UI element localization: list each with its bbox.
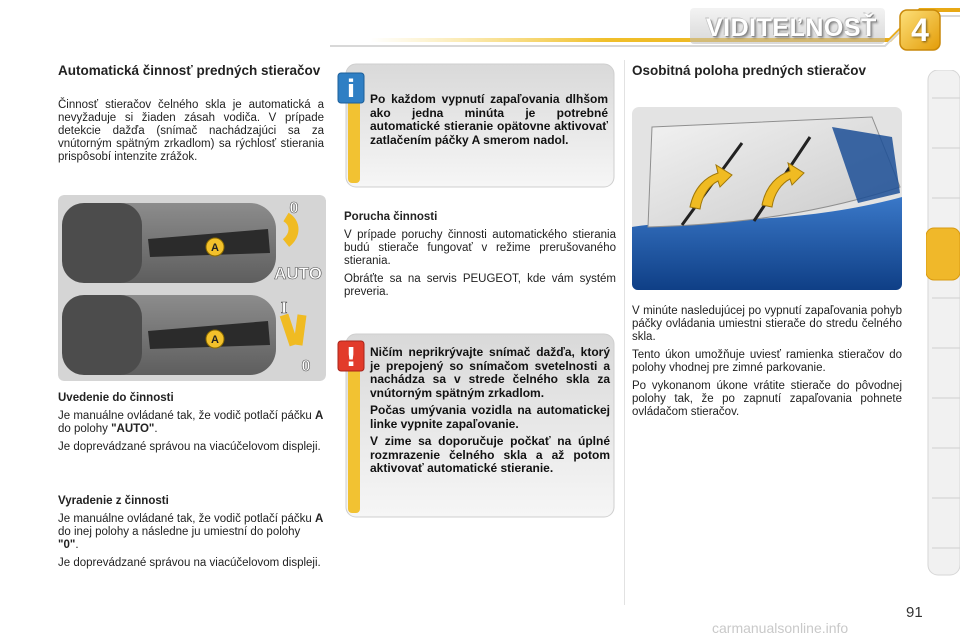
activation-paragraph-2: Je doprevádzané správou na viacúčelovom displeji. <box>58 441 321 453</box>
special-position-paragraph-2: Tento úkon umožňuje uviesť ramienka stieračov do polohy vhodnej pre zimné parkovanie. <box>632 349 902 374</box>
lever-position-zero-top: 0 <box>289 200 299 217</box>
lever-position-one: I <box>280 298 288 317</box>
special-position-paragraph-1: V minúte nasledujúcej po vypnutí zapaľovania pohyb páčky ovládania umiestni stierače do stredu čelného skla. <box>632 305 902 343</box>
warning-icon <box>337 340 365 372</box>
column-divider <box>624 60 625 605</box>
chapter-number: 4 <box>911 12 929 48</box>
svg-text:i: i <box>346 75 356 103</box>
deactivation-paragraph-2: Je doprevádzané správou na viacúčelovom displeji. <box>58 557 321 569</box>
fault-paragraph-2: Obráťte sa na servis PEUGEOT, kde vám systém preveria. <box>344 273 616 298</box>
special-position-paragraph-3: Po vykonanom úkone vrátite stierače do pôvodnej polohy tak, že po zapnutí zapaľovania pohnete ovládačom stieračov. <box>632 380 902 418</box>
section-heading-special-position: Osobitná poloha predných stieračov <box>632 63 867 78</box>
section-heading-auto-wipers: Automatická činnosť predných stieračov <box>58 63 321 78</box>
chapter-tabs <box>926 70 960 580</box>
windscreen-figure <box>632 107 902 290</box>
warning-text-2: Počas umývania vozidla na automatickej linke vypnite zapaľovanie. <box>370 403 610 431</box>
fault-paragraph-1: V prípade poruchy činnosti automatického stierania budú stierače fungovať v režime prerušovaného stierania. <box>344 229 616 267</box>
lever-label-a-top: A <box>211 242 219 254</box>
warning-text-3: V zime sa doporučuje počkať na úplné rozmrazenie čelného skla a až potom aktivovať automatické stieranie. <box>370 434 610 475</box>
page-number: 91 <box>906 604 923 621</box>
auto-wipers-intro: Činnosť stieračov čelného skla je automatická a nevyžaduje si žiaden zásah vodiča. V prípade detekcie dažďa (snímač nachádzajúci sa za vnútorným spätným zrkadlom) sa rýchlosť stierania prispôsobí intenzite zrážok. <box>58 99 324 163</box>
activation-paragraph-1: Je manuálne ovládané tak, že vodič potlačí páčku A do polohy "AUTO". <box>58 410 324 435</box>
info-box-text: Po každom vypnutí zapaľovania dlhšom ako jedna minúta je potrebné automatické stieranie opätovne aktivovať zatlačením páčky A smerom nadol. <box>370 92 608 147</box>
watermark: carmanualsonline.info <box>712 620 849 636</box>
warning-text-1: Ničím neprikrývajte snímač dažďa, ktorý je prepojený so snímačom svetelnosti a nachádza sa v strede čelného skla za vnútorným spätným zrkadlom. <box>370 345 610 400</box>
deactivation-title: Vyradenie z činnosti <box>58 495 169 507</box>
info-icon <box>337 72 365 104</box>
wiper-lever-figure <box>58 195 326 381</box>
chapter-title: VIDITEĽNOSŤ <box>706 14 877 42</box>
lever-position-auto: AUTO <box>274 264 322 283</box>
deactivation-paragraph-1: Je manuálne ovládané tak, že vodič potlačí páčku A do inej polohy a následne ju umiestní do polohy "0". <box>58 513 324 551</box>
activation-title: Uvedenie do činnosti <box>58 392 174 404</box>
lever-position-zero-bottom: 0 <box>301 358 311 375</box>
svg-text:!: ! <box>345 343 357 372</box>
lever-label-a-bottom: A <box>211 334 219 346</box>
fault-title: Porucha činnosti <box>344 211 438 223</box>
